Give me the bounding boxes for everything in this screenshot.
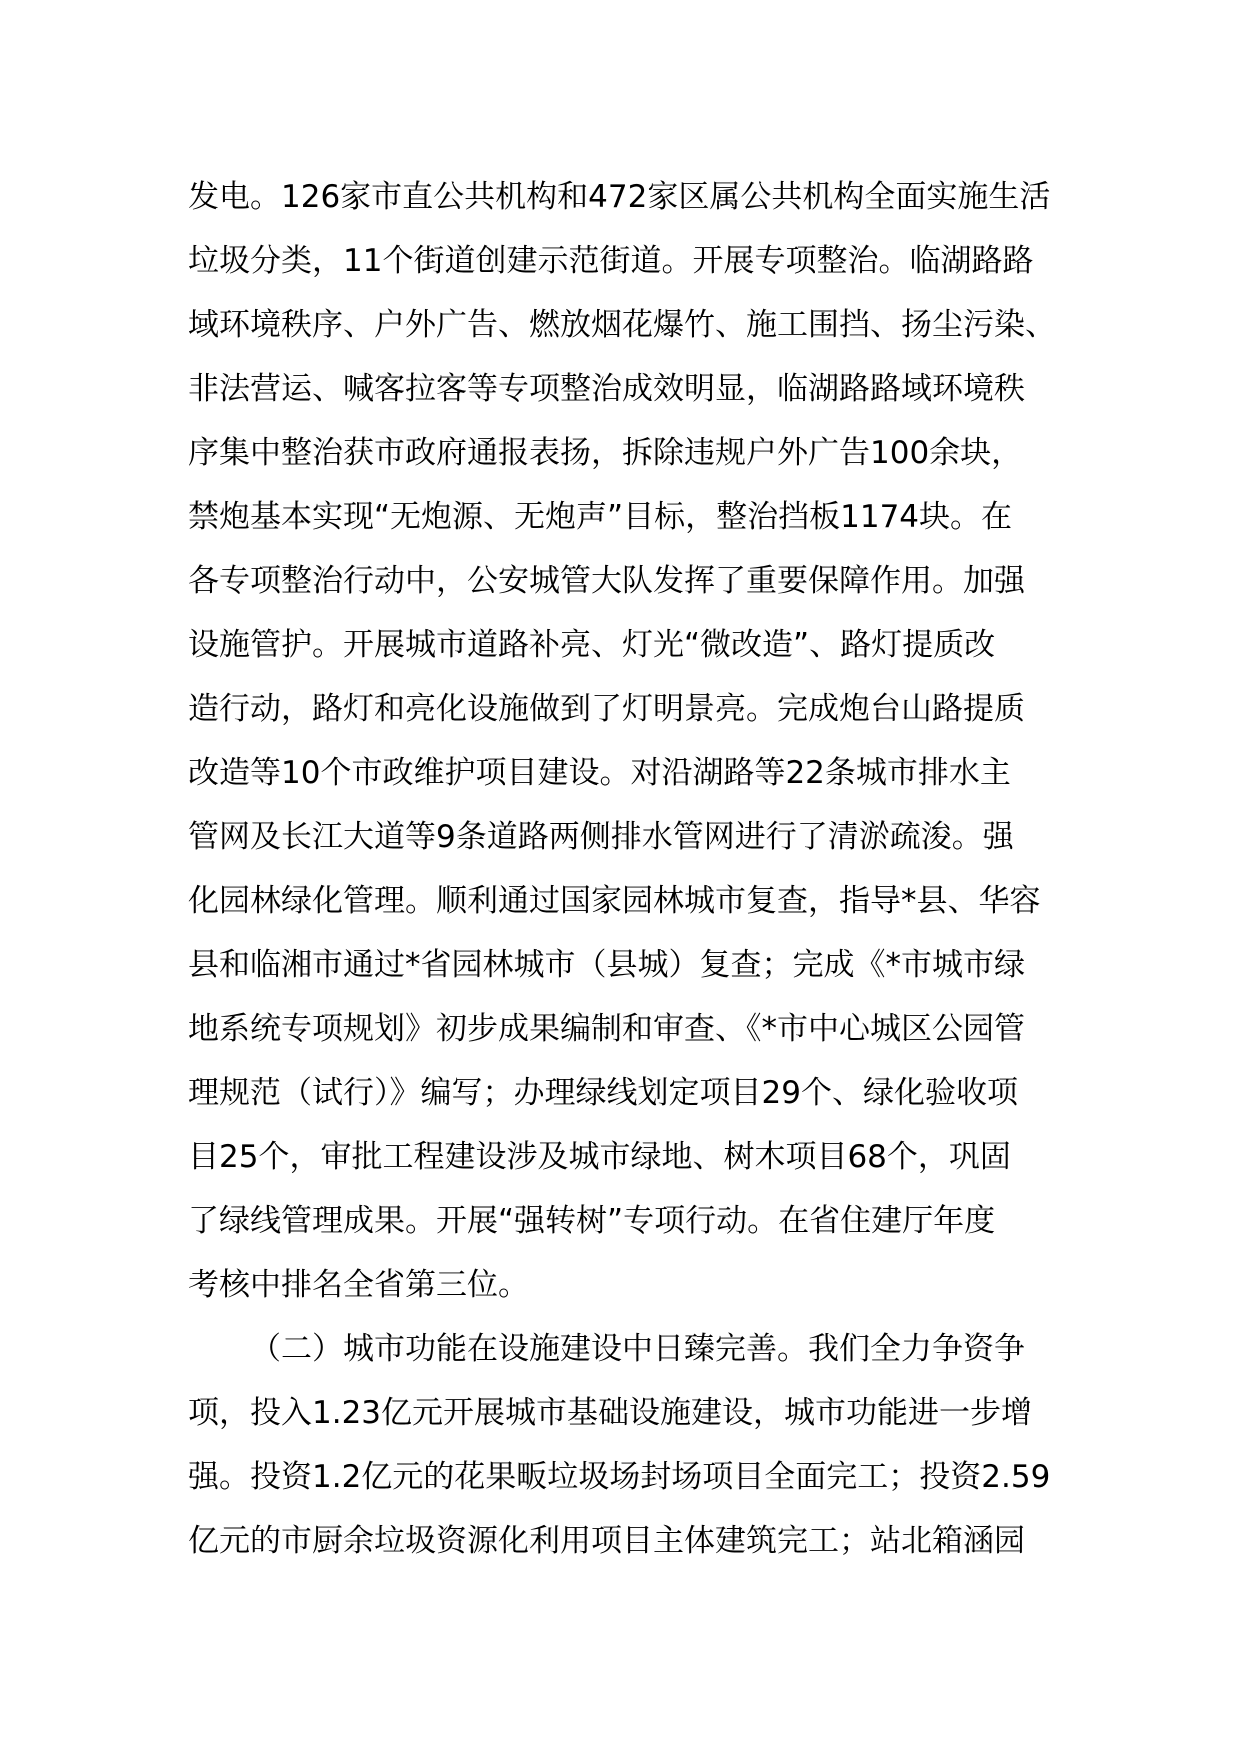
text-line: 改造等10个市政维护项目建设。对沿湖路等22条城市排水主 <box>188 755 1011 791</box>
text-line: 设施管护。开展城市道路补亮、灯光“微改造”、路灯提质改 <box>188 627 996 663</box>
text-line: 目25个，审批工程建设涉及城市绿地、树木项目68个，巩固 <box>188 1139 1011 1175</box>
text-line: 强。投资1.2亿元的花果畈垃圾场封场项目全面完工；投资2.59 <box>188 1459 1051 1495</box>
text-line: 垃圾分类，11个街道创建示范街道。开展专项整治。临湖路路 <box>188 243 1034 279</box>
text-line: 了绿线管理成果。开展“强转树”专项行动。在省住建厅年度 <box>188 1203 996 1239</box>
paragraph-heading-line: （二）城市功能在设施建设中日臻完善。我们全力争资争 <box>250 1331 1025 1367</box>
text-line: 禁炮基本实现“无炮源、无炮声”目标，整治挡板1174块。在 <box>188 499 1013 535</box>
text-line: 序集中整治获市政府通报表扬，拆除违规户外广告100余块， <box>188 435 1023 471</box>
text-line: 造行动，路灯和亮化设施做到了灯明景亮。完成炮台山路提质 <box>188 691 1025 727</box>
text-line: 各专项整治行动中，公安城管大队发挥了重要保障作用。加强 <box>188 563 1025 599</box>
body-text <box>188 165 1068 1573</box>
text-line: 非法营运、喊客拉客等专项整治成效明显，临湖路路域环境秩 <box>188 371 1025 407</box>
text-line: 域环境秩序、户外广告、燃放烟花爆竹、施工围挡、扬尘污染、 <box>188 307 1056 343</box>
text-line: 项，投入1.23亿元开展城市基础设施建设，城市功能进一步增 <box>188 1395 1033 1431</box>
text-line: 发电。126家市直公共机构和472家区属公共机构全面实施生活 <box>188 179 1051 215</box>
text-line: 县和临湘市通过*省园林城市（县城）复查；完成《*市城市绿 <box>188 947 1025 983</box>
text-line: 管网及长江大道等9条道路两侧排水管网进行了清淤疏浚。强 <box>188 819 1014 855</box>
text-line: 地系统专项规划》初步成果编制和审查、《*市中心城区公园管 <box>188 1011 1025 1047</box>
text-line: 化园林绿化管理。顺利通过国家园林城市复查，指导*县、华容 <box>188 883 1041 919</box>
text-line: 考核中排名全省第三位。 <box>188 1267 529 1303</box>
text-line: 亿元的市厨余垃圾资源化利用项目主体建筑完工；站北箱涵园 <box>188 1523 1025 1559</box>
text-line: 理规范（试行）》编写；办理绿线划定项目29个、绿化验收项 <box>188 1075 1018 1111</box>
